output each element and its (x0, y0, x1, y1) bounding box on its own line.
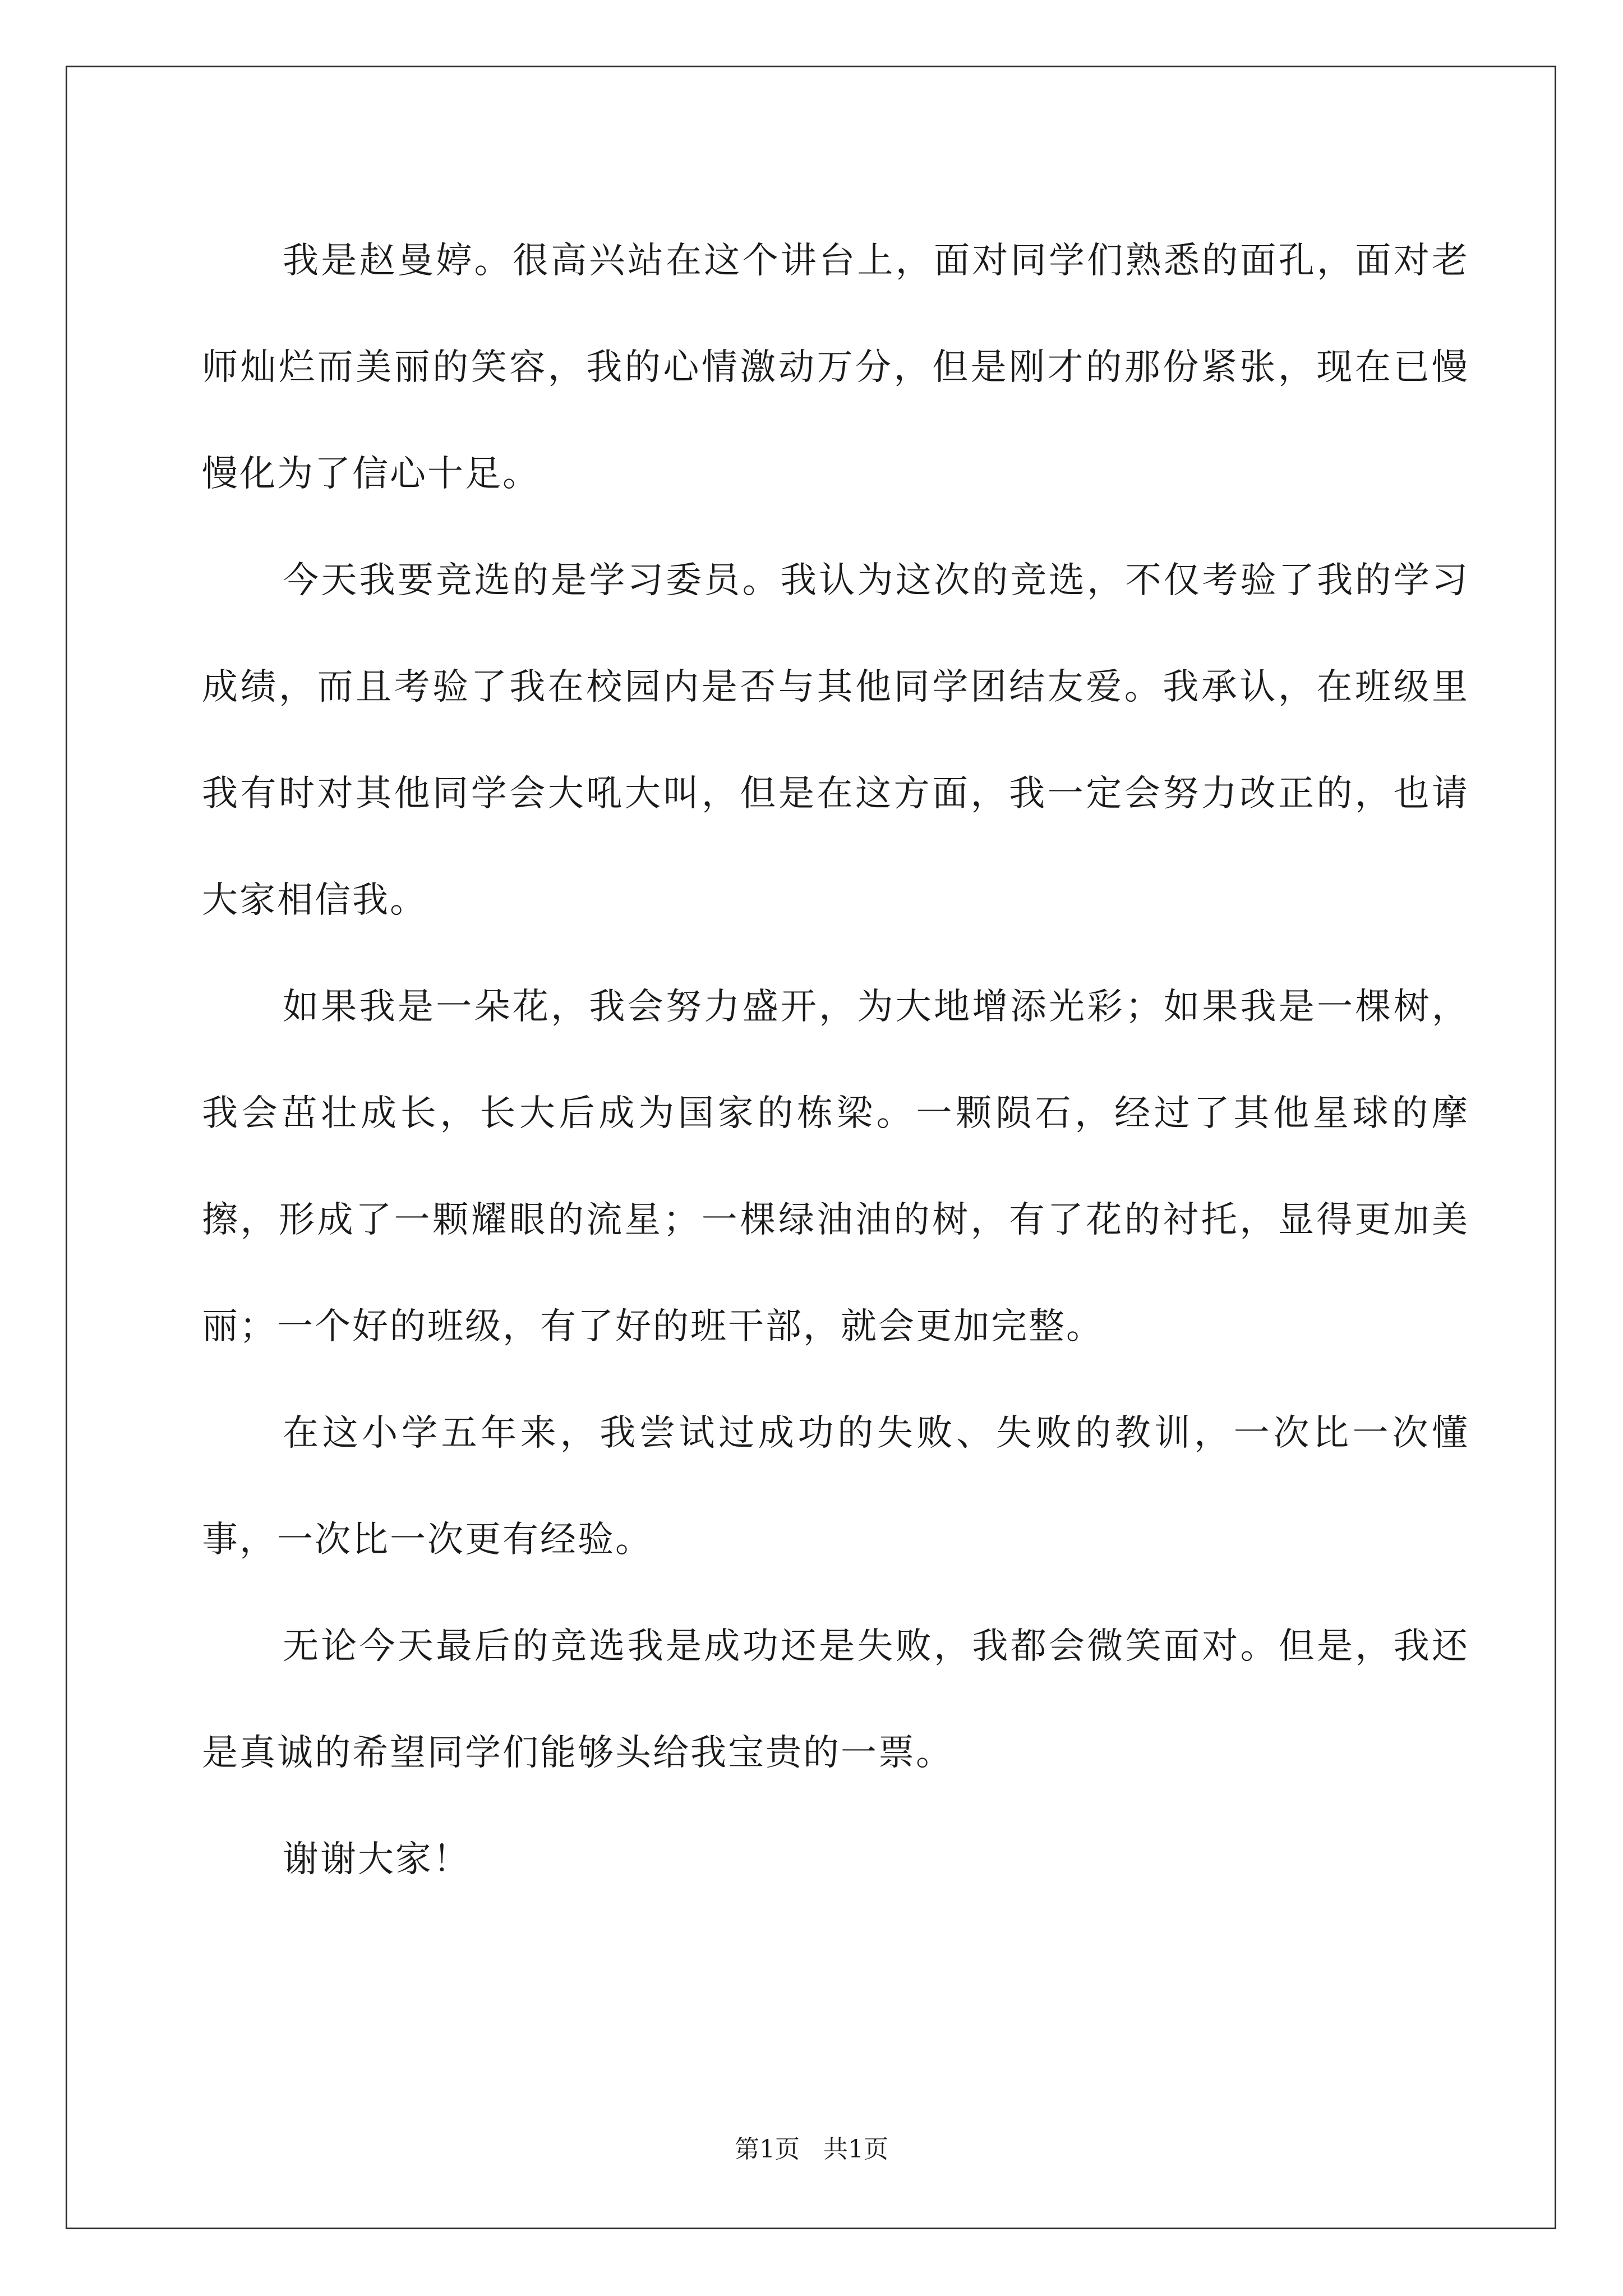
paragraph-4: 在这小学五年来，我尝试过成功的失败、失败的教训，一次比一次懂事，一次比一次更有经验。 (202, 1412, 1469, 1561)
paragraph-2: 今天我要竞选的是学习委员。我认为这次的竞选，不仅考验了我的学习成绩，而且考验了我在校园内是否与其他同学团结友爱。我承认，在班级里我有时对其他同学会大吼大叫，但是在这方面，我一定会努力改正的，也请大家相信我。 (202, 560, 1469, 921)
paragraph-3: 如果我是一朵花，我会努力盛开，为大地增添光彩；如果我是一棵树，我会茁壮成长，长大后成为国家的栋梁。一颗陨石，经过了其他星球的摩擦，形成了一颗耀眼的流星；一棵绿油油的树，有了花的衬托，显得更加美丽；一个好的班级，有了好的班干部，就会更加完整。 (202, 986, 1469, 1347)
page-footer (0, 2133, 1623, 2166)
page-number-total: 共1页 (823, 2135, 888, 2164)
paragraph-1: 我是赵曼婷。很高兴站在这个讲台上，面对同学们熟悉的面孔，面对老师灿烂而美丽的笑容，我的心情激动万分，但是刚才的那份紧张，现在已慢慢化为了信心十足。 (202, 240, 1469, 495)
page-number-current: 第1页 (735, 2135, 800, 2164)
document-body (202, 208, 1469, 1913)
paragraph-5: 无论今天最后的竞选我是成功还是失败，我都会微笑面对。但是，我还是真诚的希望同学们能够头给我宝贵的一票。 (202, 1626, 1469, 1774)
paragraph-6: 谢谢大家！ (283, 1839, 471, 1880)
